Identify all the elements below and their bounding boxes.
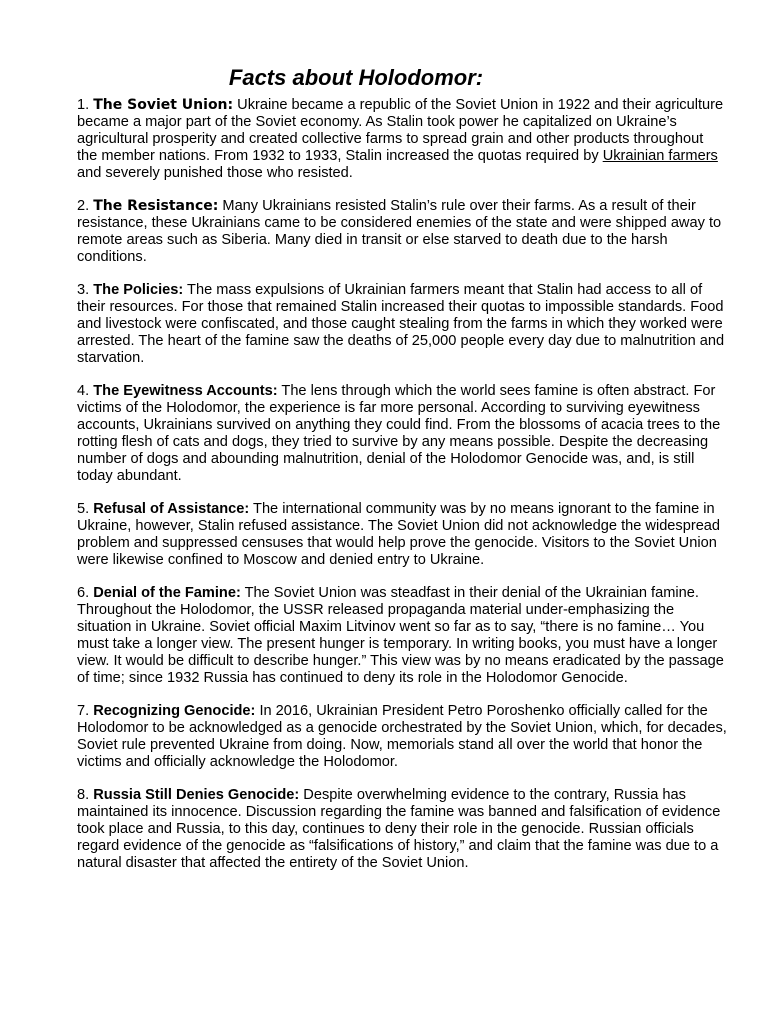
fact-text: The mass expulsions of Ukrainian farmers meant that Stalin had access to all of their resources. For those that remained Stalin increased their quotas to impossible standards. Food and livestock were confiscated, and those caught stealing from the farms in which they worked were arrested. The heart of the famine saw the deaths of 25,000 people every day due to malnutrition and starvation.	[77, 282, 725, 366]
fact-4	[77, 383, 727, 484]
fact-2	[77, 198, 727, 266]
fact-text: and severely punished those who resisted.	[77, 164, 353, 181]
fact-6	[77, 585, 727, 686]
fact-text: The international community was by no means ignorant to the famine in Ukraine, however, Stalin refused assistance. The Soviet Union did not acknowledge the widespread problem and suppressed censuses that would help prove the genocide. Visitors to the Soviet Union were likewise confined to Moscow and denied entry to Ukraine.	[77, 501, 721, 568]
fact-5	[77, 501, 727, 569]
document-title: Facts about Holodomor:	[228, 65, 484, 90]
ukrainian-farmers-link[interactable]: Ukrainian farmers	[602, 147, 718, 164]
fact-text: The lens through which the world sees famine is often abstract. For victims of the Holodomor, the experience is far more personal. According to surviving eyewitness accounts, Ukrainians survived on anything they could find. From the blossoms of acacia trees to the rotting flesh of cats and dogs, they tried to survive by any means possible. Despite the decreasing number of dogs and abounding malnutrition, denial of the Holodomor Genocide was, and, is still today abundant.	[77, 383, 721, 484]
fact-3	[77, 282, 727, 367]
fact-number: 3.	[77, 282, 94, 299]
fact-number: 2.	[77, 198, 94, 215]
fact-heading: Recognizing Genocide:	[93, 703, 256, 720]
fact-heading: The Soviet Union:	[93, 97, 234, 113]
fact-text: Ukraine became a republic of the Soviet Union in 1922 and their agriculture became a major part of the Soviet economy. As Stalin took power he capitalized on Ukraine’s agricultural prosperity and created collective farms to spread grain and other products throughout the member nations. From 1932 to 1933, Stalin increased the quotas required by	[77, 97, 724, 164]
fact-heading: The Resistance:	[93, 198, 219, 215]
fact-number: 7.	[77, 703, 94, 720]
fact-heading: The Policies:	[93, 282, 184, 299]
fact-number: 6.	[77, 585, 94, 602]
fact-text: In 2016, Ukrainian President Petro Poroshenko officially called for the Holodomor to be acknowledged as a genocide orchestrated by the Soviet Union, which, for decades, Soviet rule prevented Ukraine from doing. Now, memorials stand all over the world that honor the victims and officially acknowledge the Holodomor.	[77, 703, 727, 770]
fact-number: 8.	[77, 787, 94, 804]
fact-heading: Refusal of Assistance:	[93, 501, 250, 518]
fact-1	[77, 97, 727, 182]
fact-number: 5.	[77, 501, 94, 518]
fact-heading: The Eyewitness Accounts:	[93, 383, 278, 400]
fact-heading: Russia Still Denies Genocide:	[93, 787, 300, 804]
facts-list	[77, 97, 727, 888]
fact-number: 1.	[77, 97, 94, 113]
fact-heading: Denial of the Famine:	[93, 585, 241, 602]
fact-text: The Soviet Union was steadfast in their denial of the Ukrainian famine. Throughout the Holodomor, the USSR released propaganda material under-emphasizing the situation in Ukraine. Soviet official Maxim Litvinov went so far as to say, “there is no famine… You must take a longer view. The present hunger is temporary. In writing books, you must have a longer view. It would be difficult to describe hunger.” This view was by no means eradicated by the passage of time; since 1932 Russia has continued to deny its role in the Holodomor Genocide.	[77, 585, 724, 686]
fact-8	[77, 787, 727, 872]
fact-number: 4.	[77, 383, 94, 400]
fact-7	[77, 703, 727, 771]
fact-text: Despite overwhelming evidence to the contrary, Russia has maintained its innocence. Discussion regarding the famine was banned and falsification of evidence took place and Russia, to this day, continues to deny their role in the genocide. Russian officials regard evidence of the genocide as “falsifications of history,” and claim that the famine was due to a natural disaster that affected the entirety of the Soviet Union.	[77, 787, 721, 871]
fact-text: Many Ukrainians resisted Stalin’s rule over their farms. As a result of their resistance, these Ukrainians came to be considered enemies of the state and were shipped away to remote areas such as Siberia. Many died in transit or else starved to death due to the harsh conditions.	[77, 198, 722, 265]
